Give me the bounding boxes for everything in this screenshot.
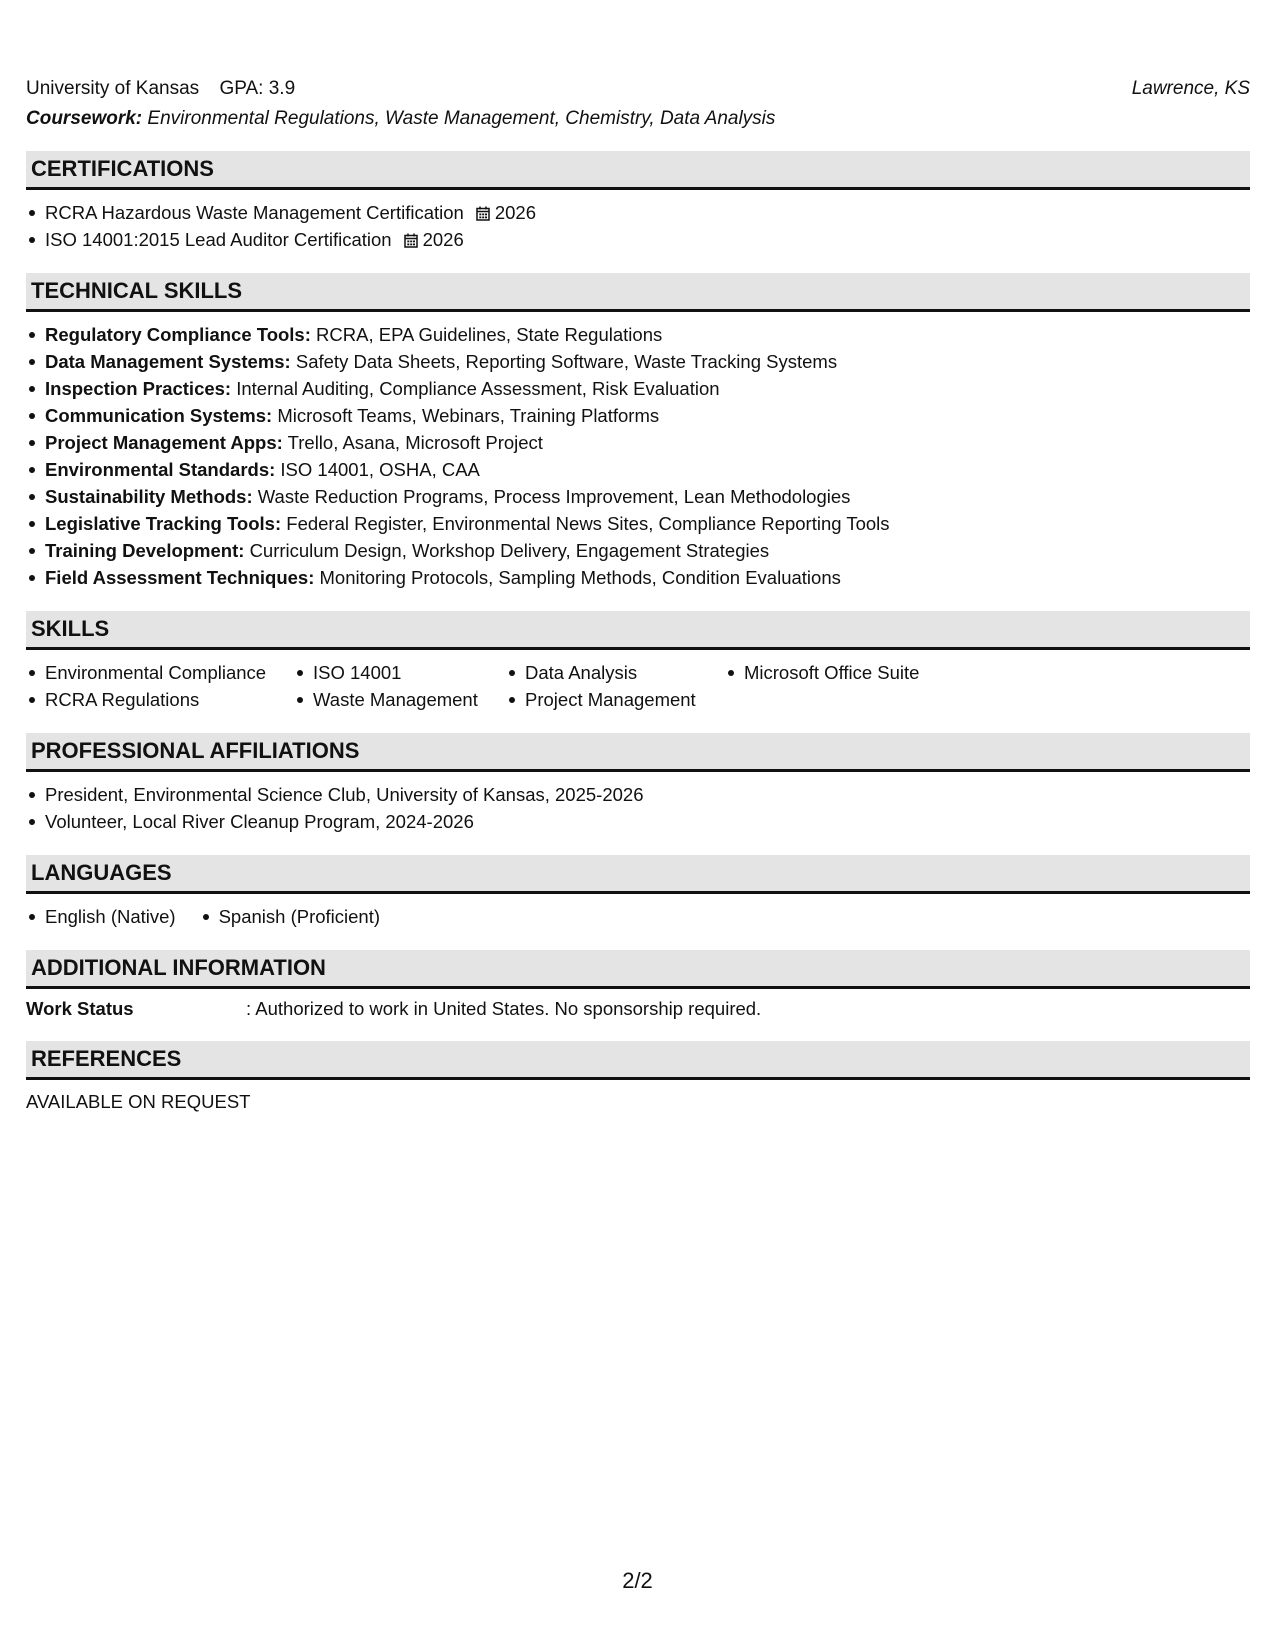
list-item [26,375,1250,402]
education-row [26,77,1250,101]
language-item: English (Native) [26,903,176,930]
skill-values: Microsoft Teams, Webinars, Training Platforms [277,405,660,426]
language-item: Spanish (Proficient) [200,903,380,930]
skill-category: Sustainability Methods: [45,486,253,507]
skill-values: Waste Reduction Programs, Process Improvement, Lean Methodologies [257,486,851,507]
skill-values: Curriculum Design, Workshop Delivery, Engagement Strategies [249,540,770,561]
skills-grid [26,659,1250,713]
list-item [26,199,1250,226]
list-item [26,537,1250,564]
list-item: President, Environmental Science Club, University of Kansas, 2025-2026 [26,781,1250,808]
school-location: Lawrence, KS [1131,78,1250,99]
certification-year: 2026 [494,202,536,223]
skill-item: Project Management [506,686,725,713]
affiliations-heading: PROFESSIONAL AFFILIATIONS [26,733,1250,772]
technical-skills-list [26,321,1250,591]
list-item [26,483,1250,510]
skill-category: Data Management Systems: [45,351,291,372]
certification-name: ISO 14001:2015 Lead Auditor Certification [45,229,392,250]
skill-item: Microsoft Office Suite [725,659,945,686]
calendar-icon [404,233,418,248]
education-left [26,77,295,101]
languages-heading: LANGUAGES [26,855,1250,894]
certifications-list [26,199,1250,253]
coursework [26,107,1250,131]
coursework-label: Coursework: [26,108,143,129]
list-item [26,226,1250,253]
skill-item: Waste Management [294,686,506,713]
skill-values: Monitoring Protocols, Sampling Methods, Condition Evaluations [319,567,841,588]
gpa: GPA: 3.9 [219,78,296,99]
work-status-row [26,997,1250,1021]
technical-skills-heading: TECHNICAL SKILLS [26,273,1250,312]
skill-category: Environmental Standards: [45,459,276,480]
list-item [26,321,1250,348]
skill-item: Environmental Compliance [26,659,294,686]
work-status-value: : Authorized to work in United States. No sponsorship required. [246,998,762,1019]
resume-page [26,77,1250,1114]
skill-values: Federal Register, Environmental News Sites, Compliance Reporting Tools [286,513,890,534]
skill-category: Inspection Practices: [45,378,232,399]
list-item [26,402,1250,429]
skill-item: Data Analysis [506,659,725,686]
work-status-label: Work Status [26,998,134,1019]
list-item: Volunteer, Local River Cleanup Program, 2024-2026 [26,808,1250,835]
skill-category: Regulatory Compliance Tools: [45,324,311,345]
certification-name: RCRA Hazardous Waste Management Certification [45,202,464,223]
list-item [26,456,1250,483]
skill-category: Project Management Apps: [45,432,283,453]
school-name: University of Kansas [26,78,200,99]
skill-values: Trello, Asana, Microsoft Project [287,432,543,453]
list-item [26,429,1250,456]
skill-category: Training Development: [45,540,245,561]
additional-info-heading: ADDITIONAL INFORMATION [26,950,1250,989]
list-item [26,564,1250,591]
page-number: 2/2 [622,1568,653,1593]
certifications-heading: CERTIFICATIONS [26,151,1250,190]
list-item [26,348,1250,375]
list-item [26,510,1250,537]
calendar-icon [476,206,490,221]
coursework-text: Environmental Regulations, Waste Management, Chemistry, Data Analysis [147,108,776,129]
skill-values: Safety Data Sheets, Reporting Software, Waste Tracking Systems [295,351,838,372]
skill-values: ISO 14001, OSHA, CAA [280,459,480,480]
skill-category: Legislative Tracking Tools: [45,513,282,534]
skill-category: Communication Systems: [45,405,273,426]
certification-year: 2026 [422,229,464,250]
references-text: AVAILABLE ON REQUEST [26,1091,251,1112]
skills-heading: SKILLS [26,611,1250,650]
languages-list [26,903,1250,930]
references-heading: REFERENCES [26,1041,1250,1080]
skill-values: RCRA, EPA Guidelines, State Regulations [316,324,663,345]
skill-category: Field Assessment Techniques: [45,567,315,588]
affiliations-list [26,781,1250,835]
skill-item: RCRA Regulations [26,686,294,713]
skill-item: ISO 14001 [294,659,506,686]
skill-values: Internal Auditing, Compliance Assessment, Risk Evaluation [236,378,720,399]
